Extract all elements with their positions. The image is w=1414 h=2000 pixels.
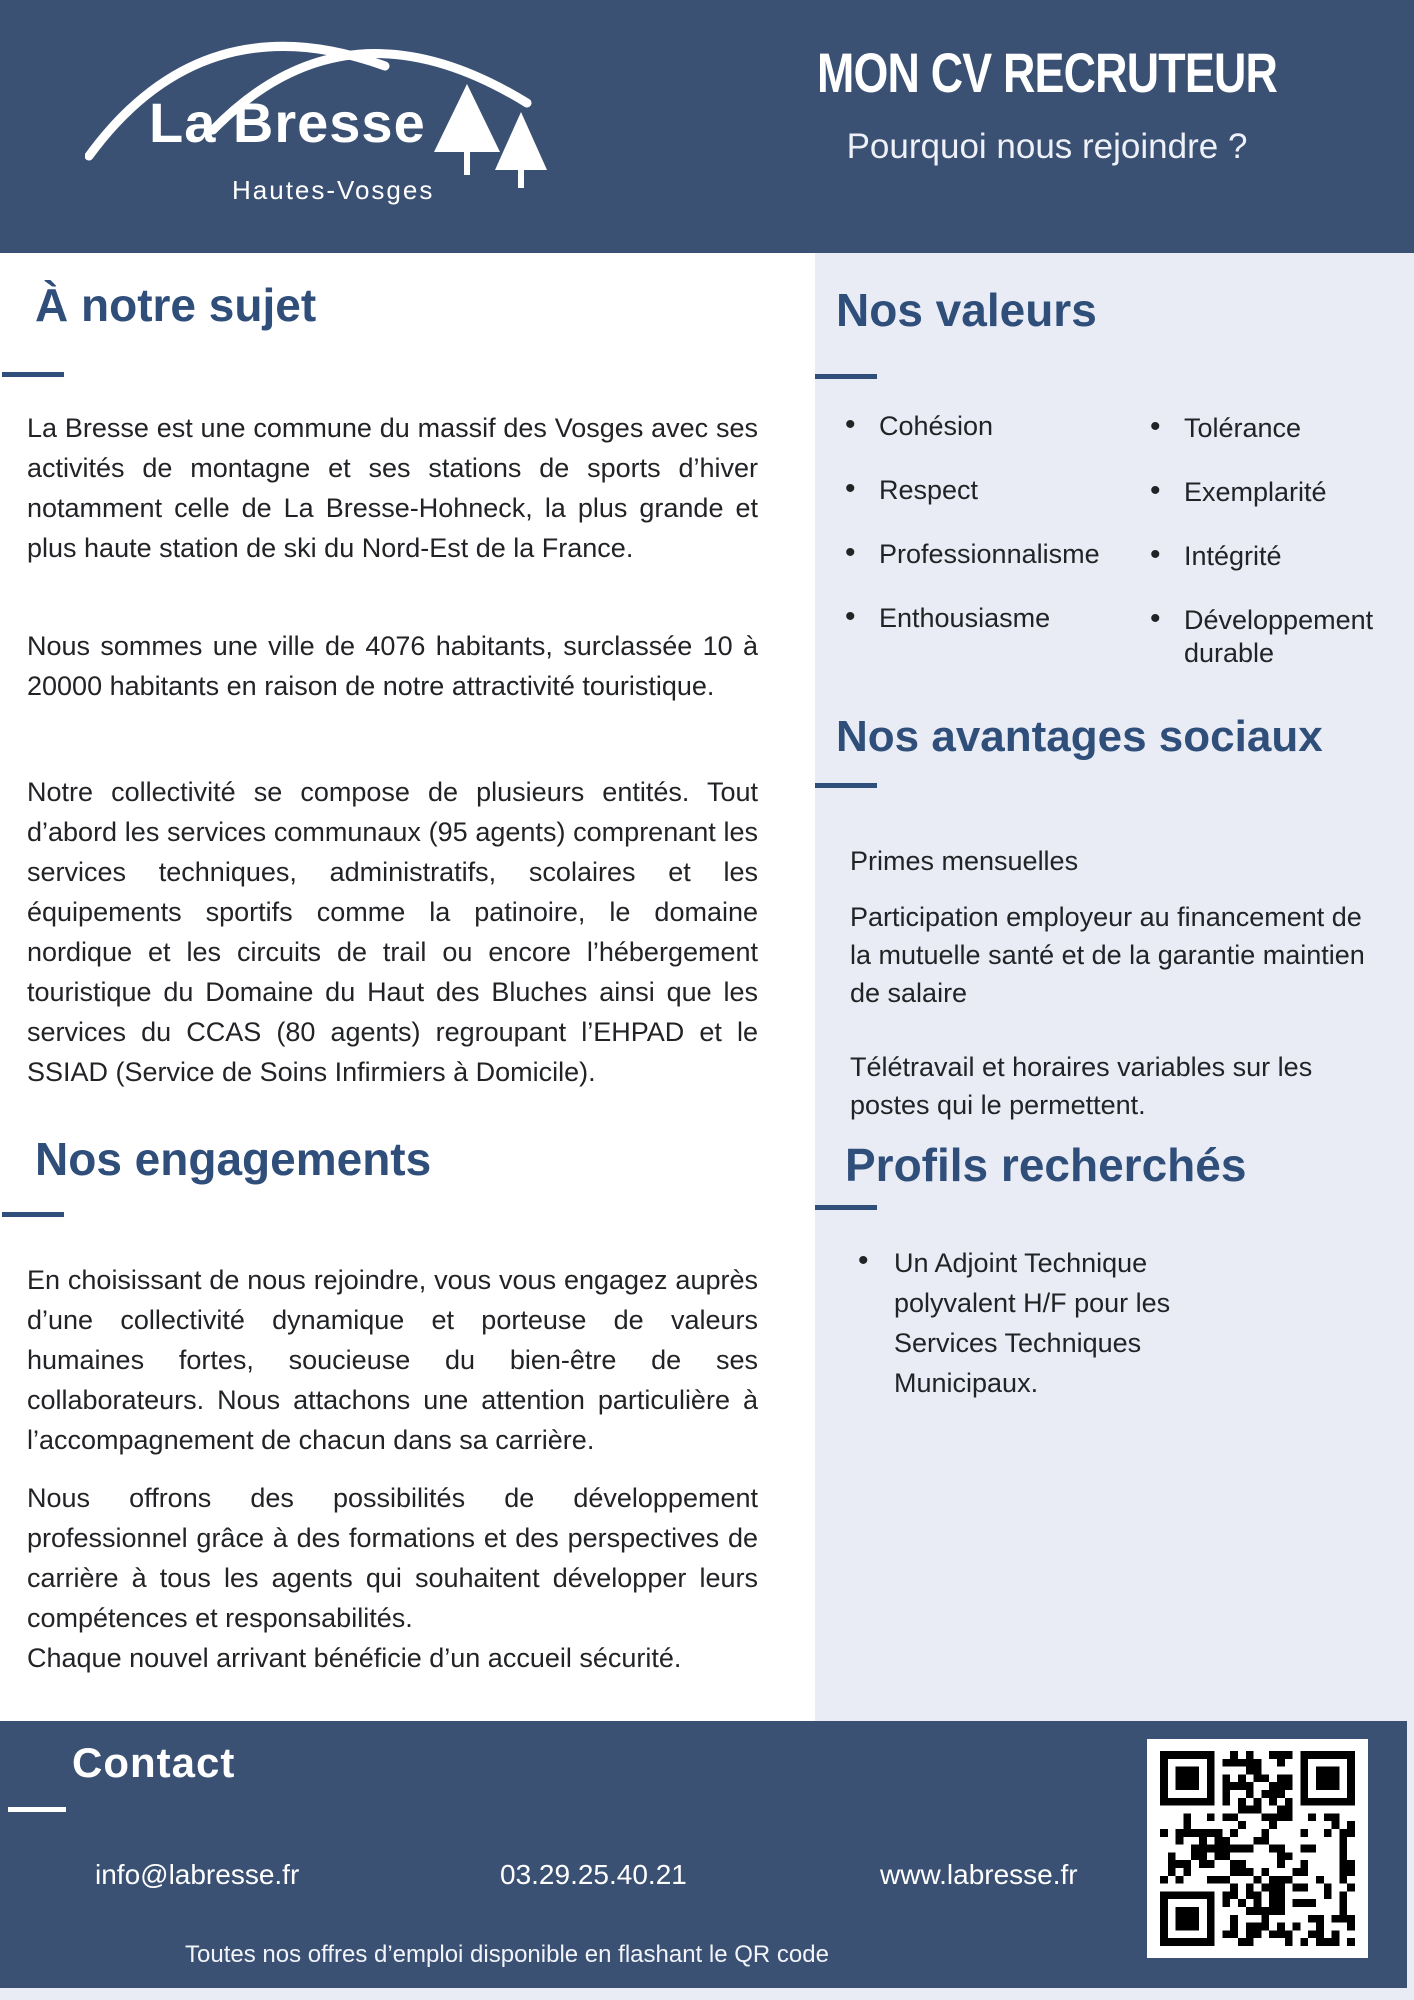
about-paragraph-1: La Bresse est une commune du massif des Vosges avec ses activités de montagne et ses stations de sports d’hiver notamment celle de La Bresse-Hohneck, la plus grande et plus haute station de ski du Nord-Est de la France. bbox=[27, 413, 758, 563]
logo-name: La Bresse bbox=[149, 91, 426, 154]
profils-divider bbox=[815, 1205, 877, 1210]
valeurs-heading: Nos valeurs bbox=[836, 284, 1097, 336]
engagements-paragraph-1: En choisissant de nous rejoindre, vous vous engagez auprès d’une collectivité dynamique et porteuse de valeurs humaines fortes, soucieuse du bien-être de ses collaborateurs. Nous attachons une attention particulière à l’accompagnement de chacun dans sa carrière. bbox=[27, 1265, 758, 1455]
la-bresse-logo bbox=[85, 28, 565, 233]
valeurs-list-col2 bbox=[1150, 412, 1395, 701]
engagements-heading: Nos engagements bbox=[35, 1133, 432, 1185]
profil-item: • Un Adjoint Technique polyvalent H/F pour les Services Techniques Municipaux. bbox=[858, 1243, 1218, 1403]
contact-divider bbox=[8, 1807, 66, 1812]
about-heading: À notre sujet bbox=[35, 279, 317, 331]
valeurs-divider bbox=[815, 374, 877, 379]
valeur-item: • Intégrité bbox=[1150, 540, 1395, 573]
about-divider bbox=[2, 372, 64, 377]
about-paragraph-2: Nous sommes une ville de 4076 habitants, surclassée 10 à 20000 habitants en raison de notre attractivité touristique. bbox=[27, 631, 758, 701]
valeur-item: • Développement durable bbox=[1150, 604, 1395, 670]
engagements-divider bbox=[2, 1212, 64, 1217]
page-title: MON CV RECRUTEUR bbox=[816, 41, 1278, 104]
avantages-divider bbox=[815, 783, 877, 788]
contact-heading: Contact bbox=[72, 1739, 236, 1786]
avantages-heading: Nos avantages sociaux bbox=[836, 712, 1323, 761]
valeurs-list-col1 bbox=[845, 410, 1125, 666]
valeur-item: • Cohésion bbox=[845, 410, 1125, 443]
valeur-item: • Tolérance bbox=[1150, 412, 1395, 445]
valeur-item: • Professionnalisme bbox=[845, 538, 1125, 571]
logo-tagline: Hautes-Vosges bbox=[232, 175, 435, 205]
avantage-item-1: Primes mensuelles bbox=[850, 846, 1079, 876]
bottom-margin-strip bbox=[0, 1988, 1414, 2000]
about-paragraph-3: Notre collectivité se compose de plusieurs entités. Tout d’abord les services communaux (95 agents) comprenant les services techniques, administratifs, scolaires et les équipements sportifs comme la patinoire, le domaine nordique et les circuits de trail ou encore l’hébergement touristique du Domaine du Haut des Bluches ainsi que les services du CCAS (80 agents) regroupant l’EHPAD et le SSIAD (Service de Soins Infirmiers à Domicile). bbox=[27, 777, 758, 1087]
footer-note: Toutes nos offres d’emploi disponible en flashant le QR code bbox=[185, 1941, 829, 1968]
qr-code-icon bbox=[1160, 1751, 1355, 1946]
valeur-item: • Enthousiasme bbox=[845, 602, 1125, 635]
page-subtitle: Pourquoi nous rejoindre ? bbox=[846, 127, 1248, 166]
contact-phone[interactable]: 03.29.25.40.21 bbox=[500, 1859, 687, 1890]
header-band bbox=[0, 0, 1414, 253]
contact-email[interactable]: info@labresse.fr bbox=[95, 1859, 300, 1890]
avantage-item-3: Télétravail et horaires variables sur les postes qui le permettent. bbox=[850, 1052, 1313, 1120]
header-title-block bbox=[740, 40, 1354, 167]
profils-heading: Profils recherchés bbox=[845, 1139, 1247, 1191]
contact-website[interactable]: www.labresse.fr bbox=[880, 1859, 1078, 1890]
qr-code[interactable] bbox=[1147, 1739, 1368, 1958]
valeur-item: • Exemplarité bbox=[1150, 476, 1395, 509]
engagements-paragraph-2: Nous offrons des possibilités de développement professionnel grâce à des formations et des perspectives de carrière à tous les agents qui souhaitent développer leurs compétences et responsabilités. bbox=[27, 1483, 758, 1633]
profils-list bbox=[858, 1243, 1218, 1403]
footer-band bbox=[0, 1721, 1407, 1988]
valeur-item: • Respect bbox=[845, 474, 1125, 507]
avantage-item-2: Participation employeur au financement de la mutuelle santé et de la garantie maintien de salaire bbox=[850, 902, 1365, 1008]
engagements-paragraph-3: Chaque nouvel arrivant bénéficie d’un accueil sécurité. bbox=[27, 1643, 682, 1673]
